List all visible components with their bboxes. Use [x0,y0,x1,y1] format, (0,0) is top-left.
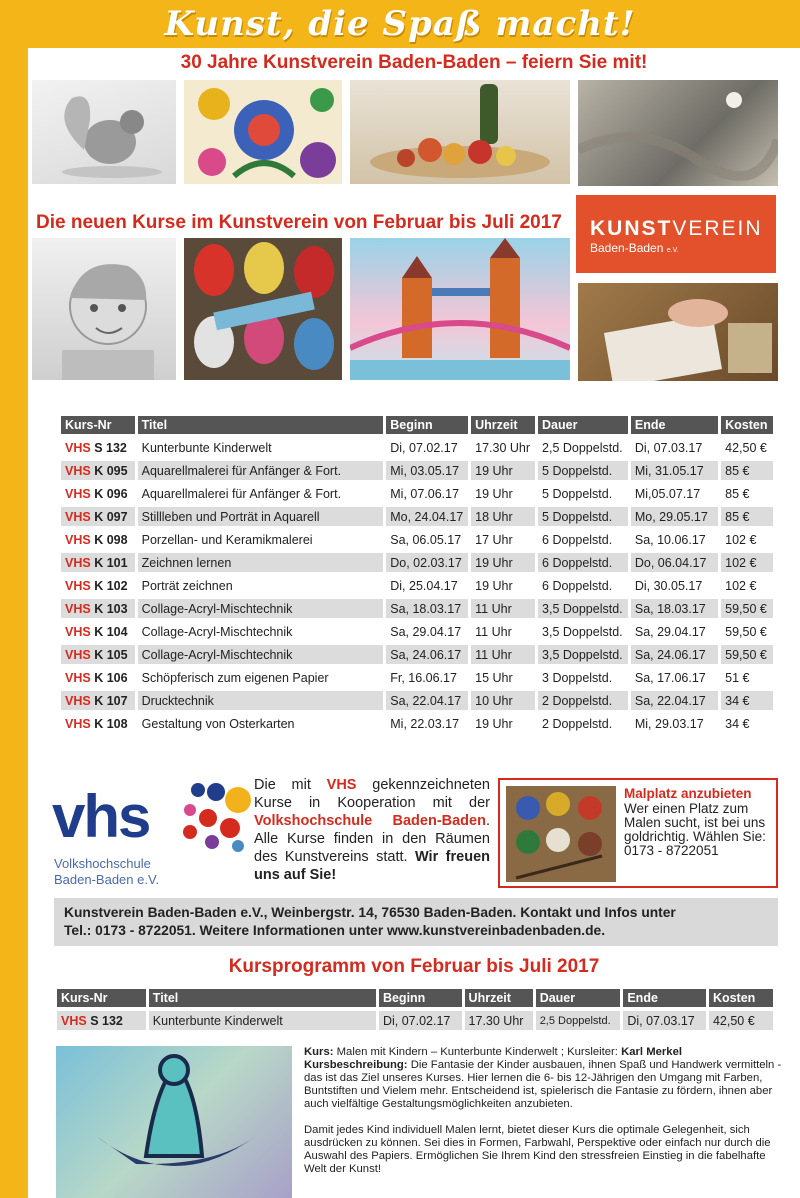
cell-course-nr: VHS K 104 [61,622,135,641]
cell-title: Kunterbunte Kinderwelt [138,438,384,457]
prog-col-duration: Dauer [536,989,621,1007]
cell-course-nr: VHS K 108 [61,714,135,733]
logo-wordmark: KUNSTVEREIN [590,217,763,240]
program-row [57,1011,773,1030]
table-row [61,438,773,457]
cell-time: 10 Uhr [471,691,535,710]
tower-bridge-watercolor-image [350,238,570,380]
cell-dur: 6 Doppelstd. [538,553,628,572]
cell-cost: 85 € [721,507,773,526]
col-header-time: Uhrzeit [471,416,535,434]
cell-end: Sa, 18.03.17 [631,599,718,618]
cell-cost: 51 € [721,668,773,687]
flyer-page [28,48,800,1198]
cell-dur: 5 Doppelstd. [538,484,628,503]
cell-title: Porträt zeichnen [138,576,384,595]
cell-start: Mi, 03.05.17 [386,461,468,480]
cell-end: Mo, 29.05.17 [631,507,718,526]
vhs-cooperation-text: Die mit VHS gekennzeichneten Kurse in Kooperation mit der Volkshochschule Baden-Baden. Alle Kurse finden in den Räumen des Kunstvereins statt. Wir freuen uns auf Sie! [254,777,490,883]
col-header-start: Beginn [386,416,468,434]
cell-course-nr: VHS K 098 [61,530,135,549]
vhs-name-line1: Volkshochschule [54,856,151,871]
new-courses-headline: Die neuen Kurse im Kunstverein von Februar bis Juli 2017 [36,212,562,233]
col-header-course-nr: Kurs-Nr [61,416,135,434]
cell-end: Do, 06.04.17 [631,553,718,572]
program-table [54,985,776,1034]
cell-start: Mo, 24.04.17 [386,507,468,526]
table-row [61,691,773,710]
cell-title: Gestaltung von Osterkarten [138,714,384,733]
cell-end: Sa, 24.06.17 [631,645,718,664]
cell-course-nr: VHS K 097 [61,507,135,526]
table-row [61,668,773,687]
cell-course-nr: VHS K 102 [61,576,135,595]
cell-course-nr: VHS K 103 [61,599,135,618]
cell-course-nr: VHS S 132 [61,438,135,457]
contact-line-2: Tel.: 0173 - 8722051. Weitere Informationen unter www.kunstvereinbadenbaden.de. [64,923,606,938]
cell-time: 17 Uhr [471,530,535,549]
still-life-watercolor-image [350,80,570,184]
prog-col-cost: Kosten [709,989,773,1007]
cell-dur: 3,5 Doppelstd. [538,622,628,641]
program-table-header [57,989,773,1007]
cell-cost: 42,50 € [721,438,773,457]
cell-cost: 102 € [721,530,773,549]
prog-cell-title: Kunterbunte Kinderwelt [149,1011,376,1030]
cell-title: Aquarellmalerei für Anfänger & Fort. [138,484,384,503]
cell-cost: 85 € [721,461,773,480]
cell-time: 11 Uhr [471,622,535,641]
cell-course-nr: VHS K 095 [61,461,135,480]
folk-flower-painting-image [184,80,342,184]
cell-start: Mi, 07.06.17 [386,484,468,503]
cell-time: 19 Uhr [471,553,535,572]
prog-cell-time: 17.30 Uhr [465,1011,533,1030]
prog-cell-start: Di, 07.02.17 [379,1011,462,1030]
cell-start: Sa, 29.04.17 [386,622,468,641]
squirrel-drawing-image [32,80,176,184]
table-row [61,553,773,572]
cell-course-nr: VHS K 105 [61,645,135,664]
table-row [61,461,773,480]
cell-course-nr: VHS K 101 [61,553,135,572]
cell-course-nr: VHS K 096 [61,484,135,503]
easter-eggs-image [184,238,342,380]
cell-title: Collage-Acryl-Mischtechnik [138,645,384,664]
cell-cost: 59,50 € [721,645,773,664]
cell-end: Mi, 29.03.17 [631,714,718,733]
contact-line-1: Kunstverein Baden-Baden e.V., Weinbergstr. 14, 76530 Baden-Baden. Kontakt und Infos unter [64,905,676,920]
paint-palette-image [506,786,616,882]
cell-course-nr: VHS K 107 [61,691,135,710]
cell-dur: 6 Doppelstd. [538,530,628,549]
cell-dur: 3,5 Doppelstd. [538,599,628,618]
logo-location: Baden-Baden e.V. [590,241,679,255]
cell-end: Di, 30.05.17 [631,576,718,595]
kunstverein-logo [576,195,776,273]
cell-title: Schöpferisch zum eigenen Papier [138,668,384,687]
cell-cost: 34 € [721,691,773,710]
cell-title: Collage-Acryl-Mischtechnik [138,599,384,618]
cell-start: Sa, 24.06.17 [386,645,468,664]
table-row [61,576,773,595]
cell-end: Sa, 22.04.17 [631,691,718,710]
cell-end: Mi, 31.05.17 [631,461,718,480]
table-row [61,484,773,503]
cell-start: Sa, 18.03.17 [386,599,468,618]
child-portrait-drawing-image [32,238,176,380]
cell-time: 19 Uhr [471,576,535,595]
cell-start: Di, 25.04.17 [386,576,468,595]
vhs-logo-wordmark: vhs [52,783,150,850]
prog-cell-course-nr: VHS S 132 [57,1011,146,1030]
cell-dur: 5 Doppelstd. [538,507,628,526]
cell-start: Do, 02.03.17 [386,553,468,572]
description-para-2: Damit jedes Kind individuell Malen lernt, bietet dieser Kurs die optimale Gelegenheit, sich ausdrücken zu können. Sei dies in Formen, Farbwahl, Perspektive oder einfach nur durch die Auswahl des Papiers. Ermöglichen Sie Ihrem Kind den stressfreien Einstieg in die fabelhafte Welt der Kunst! [304,1124,771,1175]
malplatz-body: Wer einen Platz zum Malen sucht, ist bei uns goldrichtig. Wählen Sie: 0173 - 8722051 [624,801,766,858]
cell-cost: 85 € [721,484,773,503]
prog-cell-end: Di, 07.03.17 [623,1011,706,1030]
description-para-1: Kurs: Malen mit Kindern – Kunterbunte Kinderwelt ; Kursleiter: Karl Merkel Kursbeschreibung: Die Fantasie der Kinder ausbauen, ihnen Spaß und Handwerk vermitteln - das ist das Ziel unseres Kurses. Hier lernen die 6- bis 12-Jährigen den Umgang mit Farben, Buntstiften und Vielem mehr. Entscheidend ist, spielerisch die Fantasie zu fördern, ihnen aber auch vielfältige Gestaltungsmöglichkeiten anzubieten. [304,1046,782,1110]
cell-start: Mi, 22.03.17 [386,714,468,733]
prog-col-end: Ende [623,989,706,1007]
cell-dur: 3,5 Doppelstd. [538,645,628,664]
table-row [61,714,773,733]
cell-cost: 59,50 € [721,622,773,641]
cell-dur: 5 Doppelstd. [538,461,628,480]
cell-start: Sa, 22.04.17 [386,691,468,710]
cell-time: 19 Uhr [471,714,535,733]
vhs-name-line2: Baden-Baden e.V. [54,872,160,887]
cell-time: 19 Uhr [471,484,535,503]
cell-title: Drucktechnik [138,691,384,710]
program-title: Kursprogramm von Februar bis Juli 2017 [228,956,600,977]
prog-col-time: Uhrzeit [465,989,533,1007]
cell-end: Sa, 17.06.17 [631,668,718,687]
cell-dur: 3 Doppelstd. [538,668,628,687]
vhs-dots-graphic [168,776,258,856]
col-header-cost: Kosten [721,416,773,434]
col-header-duration: Dauer [538,416,628,434]
cell-dur: 2 Doppelstd. [538,691,628,710]
page-banner-title: Kunst, die Spaß macht! [164,4,636,44]
prog-col-course-nr: Kurs-Nr [57,989,146,1007]
contact-info [54,898,778,946]
cell-time: 17.30 Uhr [471,438,535,457]
malplatz-box [498,778,778,888]
cell-time: 19 Uhr [471,461,535,480]
table-row [61,622,773,641]
cell-end: Sa, 29.04.17 [631,622,718,641]
paper-making-image [578,283,778,381]
cell-dur: 2 Doppelstd. [538,714,628,733]
cell-cost: 34 € [721,714,773,733]
cell-start: Sa, 06.05.17 [386,530,468,549]
cell-cost: 102 € [721,553,773,572]
col-header-title: Titel [138,416,384,434]
prog-cell-duration: 2,5 Doppelstd. [536,1011,621,1030]
prog-col-start: Beginn [379,989,462,1007]
cell-title: Porzellan- und Keramikmalerei [138,530,384,549]
table-row [61,645,773,664]
cell-end: Sa, 10.06.17 [631,530,718,549]
course-description [304,1046,782,1189]
cell-time: 11 Uhr [471,599,535,618]
prog-col-title: Titel [149,989,376,1007]
cell-title: Stillleben und Porträt in Aquarell [138,507,384,526]
prog-cell-cost: 42,50 € [709,1011,773,1030]
cell-title: Aquarellmalerei für Anfänger & Fort. [138,461,384,480]
course-table-header [61,416,773,434]
cell-title: Zeichnen lernen [138,553,384,572]
cell-course-nr: VHS K 106 [61,668,135,687]
abstract-moon-painting-image [578,80,778,186]
cell-end: Mi,05.07.17 [631,484,718,503]
cell-start: Di, 07.02.17 [386,438,468,457]
cell-dur: 2,5 Doppelstd. [538,438,628,457]
anniversary-subtitle: 30 Jahre Kunstverein Baden-Baden – feiern Sie mit! [180,52,648,73]
malplatz-title: Malplatz anzubieten [624,786,752,801]
col-header-end: Ende [631,416,718,434]
table-row [61,530,773,549]
cell-cost: 59,50 € [721,599,773,618]
vhs-logo [52,776,252,891]
course-table [58,412,776,737]
table-row [61,507,773,526]
cell-start: Fr, 16.06.17 [386,668,468,687]
cell-title: Collage-Acryl-Mischtechnik [138,622,384,641]
cell-cost: 102 € [721,576,773,595]
cell-dur: 6 Doppelstd. [538,576,628,595]
cell-time: 11 Uhr [471,645,535,664]
cell-time: 18 Uhr [471,507,535,526]
cell-time: 15 Uhr [471,668,535,687]
table-row [61,599,773,618]
malplatz-phone: 0173 - 8722051 [624,843,719,858]
cell-end: Di, 07.03.17 [631,438,718,457]
child-artwork-image [56,1046,292,1198]
